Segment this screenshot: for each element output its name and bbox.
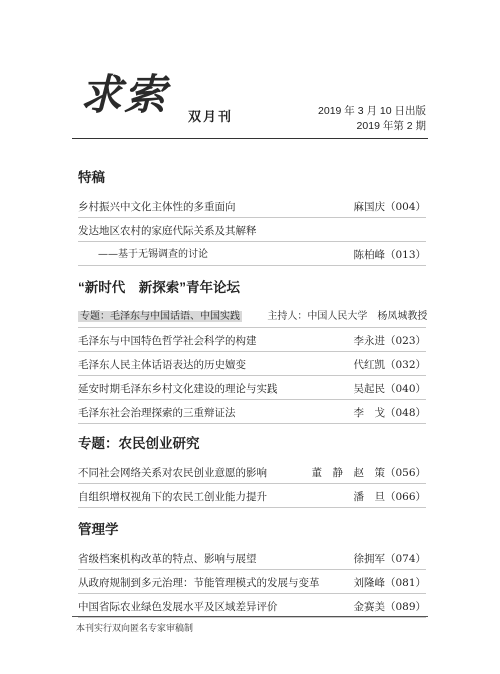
- date-line: 2019 年 3 月 10 日出版: [318, 105, 426, 117]
- article-title: 毛泽东社会治理探索的三重辩证法: [78, 407, 236, 419]
- article-author: 代红凯（032）: [353, 359, 426, 371]
- toc-row[interactable]: [78, 196, 426, 218]
- section-title: “新时代 新探索”青年论坛: [78, 280, 240, 295]
- header-rule: [72, 138, 428, 139]
- article-title: 延安时期毛泽东乡村文化建设的理论与实践: [78, 383, 278, 395]
- article-title: 从政府规制到多元治理：节能管理模式的发展与变革: [78, 577, 320, 589]
- toc-row[interactable]: [78, 354, 426, 376]
- article-author: 徐拥军（074）: [353, 553, 426, 565]
- article-title: 自组织增权视角下的农民工创业能力提升: [78, 491, 267, 503]
- article-author: 刘隆峰（081）: [353, 577, 426, 589]
- article-title: 乡村振兴中文化主体性的多重面向: [78, 201, 236, 213]
- article-title: 不同社会网络关系对农民创业意愿的影响: [78, 467, 267, 479]
- article-subtitle: ——基于无锡调查的讨论: [98, 249, 208, 260]
- article-author: 陈柏峰（013）: [353, 249, 426, 261]
- special-topic-line: [78, 309, 427, 324]
- issue-info: [318, 104, 426, 134]
- footer-note: 本刊实行双向匿名专家审稿制: [76, 624, 194, 634]
- special-topic: 专题：毛泽东与中国话语、中国实践: [80, 311, 240, 322]
- toc-row[interactable]: [78, 486, 426, 508]
- toc-row[interactable]: [78, 220, 426, 242]
- section-title: 特稿: [78, 170, 105, 185]
- toc-row-subtitle[interactable]: [78, 244, 426, 266]
- article-title: 省级档案机构改革的特点、影响与展望: [78, 553, 257, 565]
- section-title: 专题：农民创业研究: [78, 436, 200, 451]
- toc-row[interactable]: [78, 548, 426, 570]
- section-title: 管理学: [78, 522, 119, 537]
- special-topic-row: [78, 306, 426, 328]
- article-author: 李 戈（048）: [353, 407, 426, 419]
- toc-row[interactable]: [78, 378, 426, 400]
- frequency-label: 双月刊: [188, 110, 234, 125]
- journal-logo: 求索: [80, 70, 169, 119]
- article-title: 中国省际农业绿色发展水平及区域差异评价: [78, 601, 278, 613]
- article-title: 发达地区农村的家庭代际关系及其解释: [78, 225, 257, 237]
- forum-host: 主持人：中国人民大学 杨凤城教授: [267, 311, 428, 322]
- article-title: 毛泽东人民主体话语表达的历史嬗变: [78, 359, 246, 371]
- article-author: 吴起民（040）: [353, 383, 426, 395]
- article-author: 麻国庆（004）: [353, 201, 426, 213]
- article-author: 潘 旦（066）: [353, 491, 426, 503]
- article-author: 董 静 赵 策（056）: [311, 467, 426, 479]
- section-youth-forum: [78, 276, 426, 426]
- article-author: 金赛美（089）: [353, 601, 426, 613]
- section-special-articles: [78, 166, 426, 268]
- article-title: 毛泽东与中国特色哲学社会科学的构建: [78, 335, 257, 347]
- section-management: [78, 518, 426, 620]
- toc-row[interactable]: [78, 330, 426, 352]
- issue-line: 2019 年第 2 期: [356, 120, 426, 132]
- section-farmer-entrepreneurship: [78, 432, 426, 510]
- footer-rule: [72, 616, 428, 617]
- article-author: 李永进（023）: [353, 335, 426, 347]
- toc-row[interactable]: [78, 402, 426, 424]
- toc-row[interactable]: [78, 572, 426, 594]
- toc-row[interactable]: [78, 596, 426, 618]
- toc-row[interactable]: [78, 462, 426, 484]
